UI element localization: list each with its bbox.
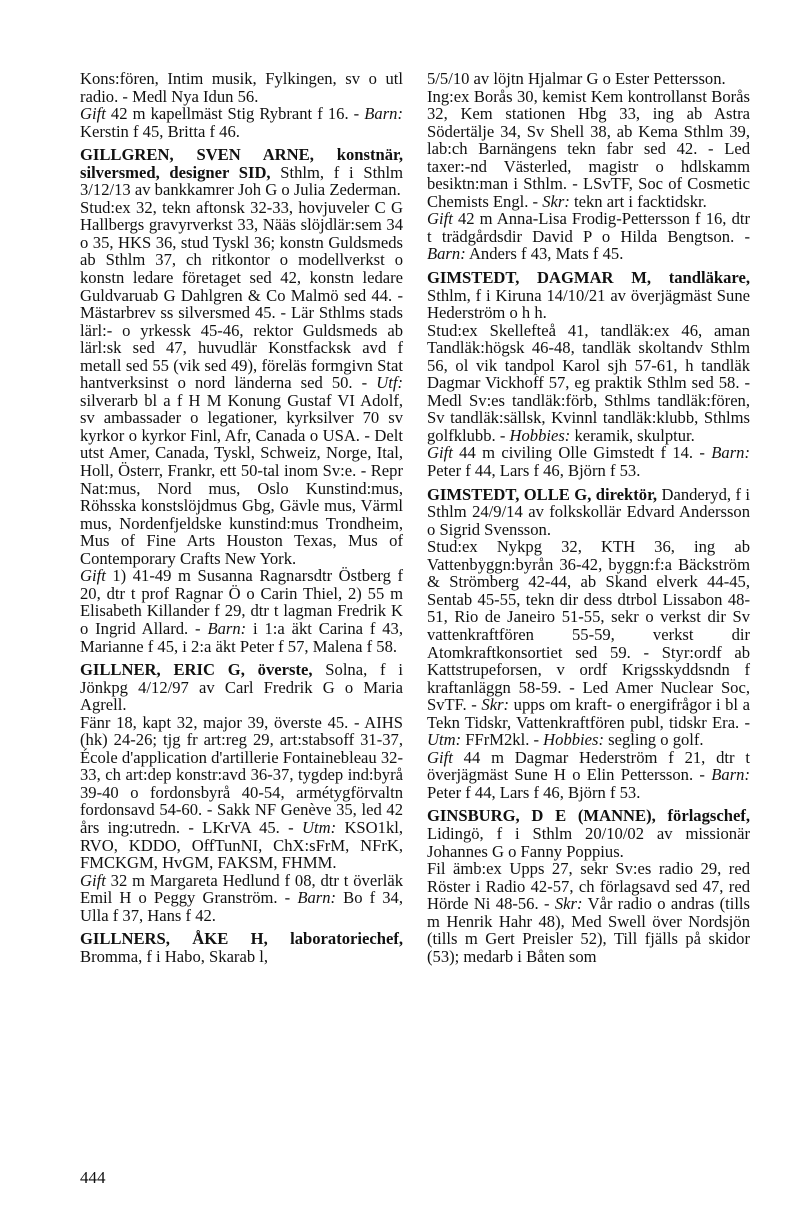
field-label: Utf: [376, 373, 403, 393]
entry-name: GILLGREN, SVEN ARNE, konstnär, silversmed, designer SID, [80, 145, 403, 182]
entry-paragraph [427, 860, 750, 965]
entry-text: Fänr 18, kapt 32, major 39, överste 45. - AIHS (hk) 24-26; tjg fr art:reg 29, art:stabsoff 31-37, École d'application d'artillerie Fontainebleau 32-33, ch art:dep konstr:avd 36-37, tygdep ind:byrå 39-40 o fordonsbyrå 40-54, armétygförvaltn fordonsavd 54-60. - Sakk NF Genève 35, led 42 års ing:utredn. - LKrVA 45. - [80, 712, 403, 837]
field-label: Gift [80, 104, 106, 124]
entry-name: GILLNERS, ÅKE H, laboratoriechef, [80, 929, 403, 949]
entry-birth-info: Sthlm, f i Sthlm 3/12/13 av bankkamrer Joh G o Julia Zederman. [80, 162, 403, 200]
entry-paragraph [427, 538, 750, 749]
entry-text: i 1:a äkt Carina f 43, Marianne f 45, i 2:a äkt Peter f 57, Malena f 58. [80, 618, 404, 656]
biography-entry [80, 70, 403, 140]
entry-paragraph [80, 199, 403, 567]
entry-paragraph [80, 872, 403, 925]
entry-text: Stud:ex 32, tekn aftonsk 32-33, hovjuveler C G Hallbergs gravyrverkst 33, Nääs slöjdlär:sem 34 o 35, HKS 36, stud Tyskl 36; konstn Guldsmeds ab Sthlm 37, ch ritkontor o modellverkst o konstn ledare företaget sed 42, konstn ledare Guldvaruab G Dahlgren & Co Malmö sed 44. - Mästarbrev ss silversmed 45. - Lär Sthlms stads lärl:- o yrkessk 45-46, rektor Guldsmeds ab lärl:sk sed 47, huvudlär Konstfacksk avd f metall sed 55 (vik sed 49), föreläs formgivn Stat hantverksinst o nord länderna sed 50. - [80, 197, 403, 393]
entry-heading-line [427, 807, 750, 860]
entry-text: 44 m civiling Olle Gimstedt f 14. - [452, 443, 712, 463]
field-label: Barn: [207, 618, 247, 638]
biography-entry [427, 807, 750, 965]
entry-text: Kons:fören, Intim musik, Fylkingen, sv o utl radio. - Medl Nya Idun 56. [80, 69, 403, 106]
entry-birth-info: Bromma, f i Habo, Skarab l, [80, 946, 269, 966]
field-label: Skr: [542, 191, 570, 211]
entry-text: 42 m Anna-Lisa Frodig-Pettersson f 16, dtr t trädgårdsdir David P o Hilda Bengtson. - [427, 209, 750, 246]
entry-heading-line [427, 486, 750, 539]
entry-birth-info: Solna, f i Jönkpg 4/12/97 av Carl Fredrik G o Maria Agrell. [80, 660, 403, 715]
entry-text: Anders f 43, Mats f 45. [465, 244, 624, 264]
field-label: Barn: [427, 244, 466, 264]
entry-text: Vår radio o andras (tills m Henrik Hahr 48), Med Swell över Nordsjön (tills m Gert Preisler 52), Till fjälls på skidor (53); medarb i Båten som [427, 894, 750, 966]
biography-entry [80, 661, 403, 924]
entry-text: KSO1kl, RVO, KDDO, OffTunNI, ChX:sFrM, NFrK, FMCKGM, HvGM, FAKSM, FHMM. [80, 817, 403, 873]
entry-paragraph [427, 70, 750, 88]
field-label: Gift [427, 443, 453, 463]
entry-birth-info: Sthlm, f i Kiruna 14/10/21 av överjägmäst Sune Hederström o h h. [427, 285, 750, 323]
field-label: Utm: [427, 730, 462, 750]
field-label: Barn: [711, 443, 750, 463]
field-label: Gift [427, 747, 453, 767]
entry-text: 32 m Margareta Hedlund f 08, dtr t överläk Emil H o Peggy Granström. - [80, 870, 403, 908]
entry-text: segling o golf. [604, 730, 704, 750]
entry-text: silverarb bl a f H M Konung Gustaf VI Adolf, sv ambassader o legationer, kyrksilver 70 sv kyrkor o kyrkor Finl, Afr, Canada o USA. - Delt utst Amer, Canada, Tyskl, Schweiz, Norge, Ital, Holl, Österr, Frankr, ett 50-tal inom Sv:e. - Repr Nat:mus, Nord mus, Oslo Kunstind:mus, Röhsska konstslöjdmus Gbg, Gävle mus, Värml mus, Nordenfjeldske kunstind:mus Trondheim, Mus of Fine Arts Houston Texas, Mus of Contemporary Crafts New York. [80, 390, 403, 568]
entry-text: 44 m Dagmar Hederström f 21, dtr t överjägmäst Sune H o Elin Pettersson. - [427, 747, 750, 785]
entry-text: Peter f 44, Lars f 46, Björn f 53. [427, 782, 641, 802]
entry-heading-line [80, 146, 403, 199]
field-label: Gift [80, 870, 106, 890]
entry-paragraph [427, 210, 750, 263]
entry-paragraph [427, 322, 750, 445]
entry-text: 1) 41-49 m Susanna Ragnarsdtr Östberg f 20, dtr t prof Ragnar Ö o Carin Thiel, 2) 55 m Elisabeth Killander f 29, dtr t lagman Fredrik K o Ingrid Allard. - [80, 566, 403, 638]
biography-entry [427, 70, 750, 263]
right-column [427, 70, 750, 965]
field-label: Barn: [297, 888, 337, 908]
field-label: Gift [80, 566, 106, 586]
entry-text: Kerstin f 45, Britta f 46. [80, 121, 240, 141]
left-column [80, 70, 403, 965]
entry-heading-line [80, 930, 403, 965]
entry-text: FFrM2kl. - [461, 730, 544, 750]
entry-text: Bo f 34, Ulla f 37, Hans f 42. [80, 888, 403, 925]
entry-paragraph [80, 567, 403, 655]
entry-paragraph [80, 714, 403, 872]
field-label: Barn: [364, 104, 403, 124]
field-label: Hobbies: [509, 425, 571, 445]
entry-text: tekn art i facktidskr. [569, 191, 707, 211]
entry-text: keramik, skulptur. [570, 425, 695, 445]
entry-name: GILLNER, ERIC G, överste, [80, 660, 313, 680]
entry-paragraph [80, 105, 403, 140]
entry-paragraph [427, 444, 750, 479]
entry-text: 5/5/10 av löjtn Hjalmar G o Ester Pettersson. [427, 69, 726, 88]
entry-text: upps om kraft- o energifrågor i bl a Tekn Tidskr, Vattenkraftfören publ, tidskr Era. - [427, 695, 750, 732]
entry-text: Peter f 44, Lars f 46, Björn f 53. [427, 461, 641, 481]
biography-entry [427, 486, 750, 802]
entry-text: Fil ämb:ex Upps 27, sekr Sv:es radio 29, red Röster i Radio 42-57, ch förlagsavd sed 47, red Hörde Ni 48-56. - [427, 859, 750, 914]
field-label: Barn: [711, 765, 750, 785]
field-label: Skr: [481, 695, 510, 715]
entry-heading-line [80, 661, 403, 714]
page-number: 444 [80, 1168, 106, 1187]
entry-name: GIMSTEDT, OLLE G, direktör, [427, 484, 658, 504]
field-label: Gift [427, 209, 453, 229]
entry-paragraph [427, 749, 750, 802]
entry-text: Ing:ex Borås 30, kemist Kem kontrollanst Borås 32, Kem stationen Hbg 33, ing ab Astra Södertälje 34, Sv Shell 38, ab Kema Sthlm 39, lab:ch Barnängens tekn fabr sed 42. - Led taxer:-nd Västerled, magistr o hdlskamm besiktn:man i Sthlm. - LSvTF, Soc of Cosmetic Chemists Engl. - [427, 86, 750, 211]
entry-heading-line [427, 269, 750, 322]
field-label: Hobbies: [543, 730, 605, 750]
entry-paragraph [427, 88, 750, 211]
biography-entry [80, 146, 403, 655]
entry-birth-info: Danderyd, f i Sthlm 24/9/14 av folkskollär Edvard Andersson o Sigrid Svensson. [427, 484, 750, 539]
entry-birth-info: Lidingö, f i Sthlm 20/10/02 av missionär Johannes G o Fanny Poppius. [427, 823, 750, 861]
entry-name: GIMSTEDT, DAGMAR M, tandläkare, [427, 268, 750, 288]
field-label: Utm: [302, 817, 337, 837]
field-label: Skr: [554, 894, 583, 914]
entry-paragraph [80, 70, 403, 105]
entry-text: Stud:ex Skellefteå 41, tandläk:ex 46, aman Tandläk:högsk 46-48, tandläk skoltandv Sthlm 56, ol vik tandpol Karol sjh 57-61, h tandläk Dagmar Vickhoff 57, eg praktik Sthlm sed 58. - Medl Sv:es tandläk:förb, Sthlms tandläk:fören, Sv tandläk:sällsk, Kvinnl tandläk:klubb, Sthlms golfklubb. - [427, 320, 750, 445]
entry-text: Stud:ex Nykpg 32, KTH 36, ing ab Vattenbyggn:byrån 36-42, byggn:f:a Bäckström & Strömberg 42-44, ab Skand elverk 44-45, Sentab 45-55, tekn dir dess dtrbol Lissabon 48-51, Rio de Janeiro 51-55, sekr o verkst dir Sv vattenkraftfören 55-59, verkst dir Atomkraftkonsortiet sed 59. - Styr:ordf ab Kattstrupeforsen, v ordf Krigsskyddsndn f kraftanläggn 58-59. - Led Amer Nuclear Soc, SvTF. - [427, 537, 750, 715]
biography-entry [80, 930, 403, 965]
biography-entry [427, 269, 750, 480]
entry-name: GINSBURG, D E (MANNE), förlagschef, [427, 806, 750, 826]
entry-text: 42 m kapellmäst Stig Rybrant f 16. - [105, 104, 365, 124]
